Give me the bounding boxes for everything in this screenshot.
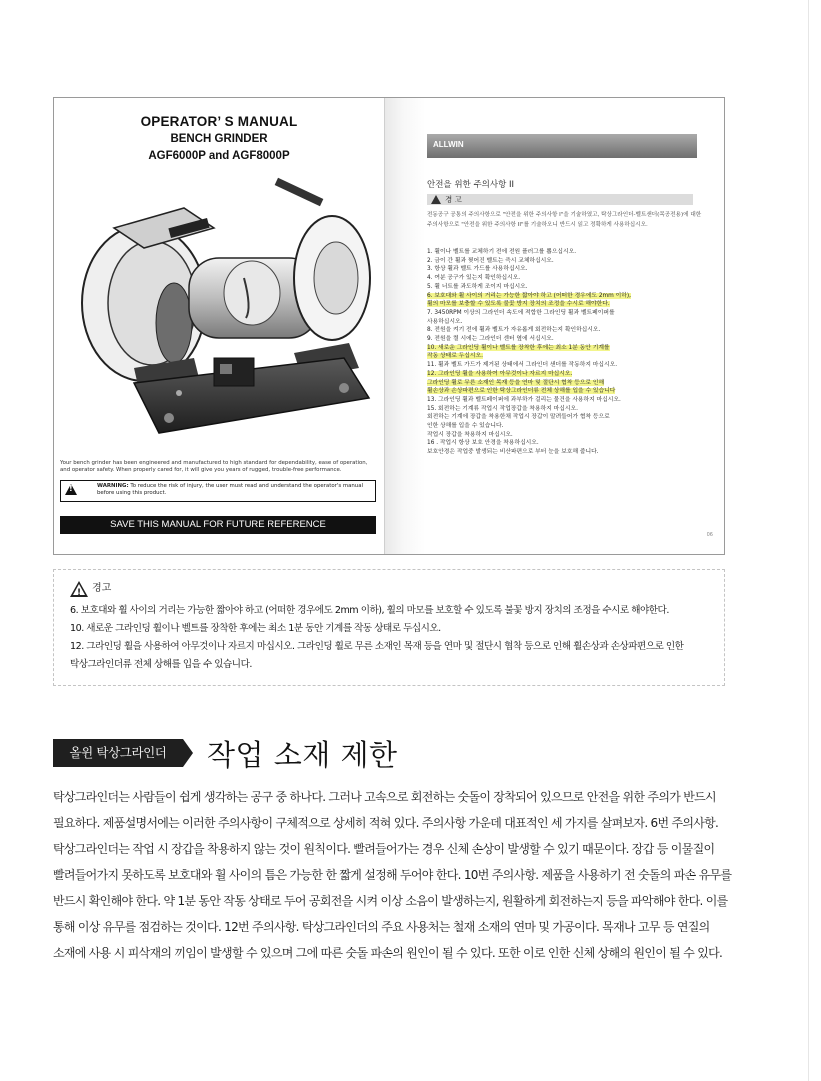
- manual-list-item-text: 8. 전원을 켜기 전에 휠과 벨트가 자유롭게 회전하는지 확인하십시오.: [427, 327, 601, 334]
- manual-list-item: [427, 396, 707, 405]
- manual-list-item-text: 10. 새로운 그라인딩 휠이나 벨트를 장착한 후에는 최소 1분 동안 기계를: [427, 344, 610, 351]
- manual-list-item-text: 사용하십시오.: [427, 318, 463, 325]
- manual-intro: 전동공구 공통의 주의사항으로 "안전을 위한 주의사항 I"을 기술하였고, 탁상그라인더-벨트샌더(목공전용)에 대한 주의사항으로 "안전을 위한 주의사항 II"를 기술하오니 반드시 읽고 정확하게 사용하십시오.: [427, 212, 702, 228]
- callout-line: 12. 그라인딩 휠을 사용하여 아무것이나 자르지 마십시오. 그라인딩 휠로 무른 소재인 목재 등을 연마 및 절단시 협착 등으로 인해 휠손상과 손상파편으로 인한: [70, 641, 684, 652]
- manual-list-item-text: 12. 그라인딩 휠을 사용하여 아무것이나 자르지 마십시오.: [427, 370, 573, 377]
- manual-list-item: [427, 265, 707, 274]
- manual-list-item: [427, 292, 707, 301]
- manual-list-item: [427, 439, 707, 448]
- manual-list-item-text: 2. 금이 간 휠과 찢어진 벨트는 즉시 교체하십시오.: [427, 257, 554, 264]
- manual-title: OPERATOR’ S MANUAL: [140, 114, 298, 129]
- manual-list-item: [427, 431, 707, 440]
- manual-warning-text: To reduce the risk of injury, the user must read and understand the operator's manual before using this product.: [97, 483, 364, 496]
- manual-warning-bar-label: 경 고: [445, 195, 462, 204]
- manual-safety-list: [427, 248, 707, 457]
- manual-list-item: [427, 257, 707, 266]
- manual-list-item-text: 3. 항상 휠과 벨트 가드를 사용하십시오.: [427, 266, 528, 273]
- body-line: 필요하다. 제품설명서에는 이러한 주의사항이 구체적으로 상세히 적혀 있다. 주의사항 가운데 대표적인 세 가지를 살펴보자. 6번 주의사항.: [53, 816, 719, 830]
- manual-list-item: [427, 248, 707, 257]
- manual-spread-image: [53, 97, 725, 555]
- manual-list-item: [427, 448, 707, 457]
- body-line: 빨려들어가지 못하도록 보호대와 휠 사이의 틈은 가능한 한 짧게 설정해 두어야 한다. 10번 주의사항. 제품을 사용하기 전 숫돌의 파손 유무를: [53, 868, 732, 882]
- manual-list-item: [427, 344, 707, 353]
- manual-list-item-text: 15. 회전하는 기계류 작업시 작업장갑을 착용하지 마십시오.: [427, 405, 578, 412]
- manual-list-item: [427, 361, 707, 370]
- manual-list-item-text: 휠의 마모를 보충할 수 있도록 불꽃 방지 장치의 조정을 수시로 해야한다.: [427, 301, 610, 308]
- manual-list-item-text: 9. 전원을 켤 시에는 그라인더 센터 옆에 서십시오.: [427, 336, 554, 343]
- manual-list-item-text: 1. 휠이나 벨트를 교체하기 전에 전원 플러그를 뽑으십시오.: [427, 249, 577, 255]
- manual-list-item: [427, 413, 707, 422]
- manual-list-item: [427, 352, 707, 361]
- manual-list-item-text: 작동 상태로 두십시오.: [427, 353, 483, 360]
- manual-list-item-text: 6. 보호대와 휠 사이의 거리는 가능한 짧아야 하고 (어떠한 경우에도 2mm 이하),: [427, 292, 631, 299]
- callout-lines: [70, 602, 720, 674]
- manual-list-item: [427, 387, 707, 396]
- manual-list-item-text: 휠손상과 손상파편으로 인한 탁상그라인더류 전체 상해를 입을 수 있습니다: [427, 388, 616, 395]
- section-tag-label: 올윈 탁상그라인더: [53, 739, 183, 767]
- manual-list-item-text: 11. 휠과 벨트 가드가 제거된 상태에서 그라인더 샌더를 작동하지 마십시오.: [427, 362, 618, 369]
- manual-list-item: [427, 318, 707, 327]
- manual-list-item-text: 작업시 장갑을 착용하지 마십시오.: [427, 431, 513, 438]
- manual-brand-bar: [427, 134, 697, 158]
- callout-line: 탁상그라인더류 전체 상해를 입을 수 있습니다.: [70, 659, 252, 670]
- manual-list-item-text: 13. 그라인딩 휠과 벨트페이퍼에 과부하가 걸리는 물건을 사용하지 마십시오.: [427, 396, 621, 403]
- warning-callout: [53, 569, 725, 686]
- manual-list-item-text: 회전하는 기계에 장갑을 착용한채 작업시 장갑이 말려들어가 협착 등으로: [427, 414, 610, 421]
- manual-list-item-text: 16 . 작업시 항상 보호 안경을 착용하십시오.: [427, 440, 539, 447]
- brand-logo: ALLWIN: [433, 140, 464, 149]
- manual-list-item-text: 5. 휠 너트를 과도하게 조이지 마십시오.: [427, 283, 528, 290]
- manual-list-item: [427, 379, 707, 388]
- body-line: 반드시 확인해야 한다. 약 1분 동안 작동 상태로 두어 공회전을 시켜 이상 소음이 발생하는지, 원활하게 회전하는지 등을 파악해야 한다. 이를: [53, 894, 728, 908]
- manual-list-item: [427, 405, 707, 414]
- manual-right-page: [385, 98, 725, 554]
- manual-list-item-text: 보호안경은 작업중 발생되는 비산파편으로 부터 눈을 보호해 줍니다.: [427, 449, 599, 456]
- manual-list-item: [427, 274, 707, 283]
- manual-warning-label: WARNING:: [97, 483, 129, 489]
- bench-grinder-illustration: [74, 168, 374, 458]
- manual-subtitle: BENCH GRINDER: [170, 133, 268, 145]
- warning-triangle-icon: [431, 195, 441, 204]
- manual-warning-bar: [427, 194, 693, 205]
- callout-line: 6. 보호대와 휠 사이의 거리는 가능한 짧아야 하고 (어떠한 경우에도 2mm 이하), 휠의 마모를 보호할 수 있도록 불꽃 방지 장치의 조정을 수시로 해야한다.: [70, 605, 669, 616]
- manual-warning-box: [60, 480, 376, 502]
- callout-label: 경고: [92, 583, 112, 594]
- article-body: [53, 784, 732, 966]
- manual-list-item: [427, 283, 707, 292]
- body-line: 탁상그라인더는 사람들이 쉽게 생각하는 공구 중 하나다. 그러나 고속으로 회전하는 숫돌이 장착되어 있으므로 안전을 위한 주의가 반드시: [53, 790, 716, 804]
- manual-models: AGF6000P and AGF8000P: [148, 150, 290, 162]
- manual-save-banner: SAVE THIS MANUAL FOR FUTURE REFERENCE: [60, 516, 376, 534]
- manual-list-item: [427, 422, 707, 431]
- manual-list-item: [427, 335, 707, 344]
- section-title: 작업 소재 제한: [207, 738, 398, 772]
- manual-page-number: 06: [706, 532, 713, 538]
- callout-line: 10. 새로운 그라인딩 휠이나 벨트를 장착한 후에는 최소 1분 동안 기계를 작동 상태로 두십시오.: [70, 623, 441, 634]
- body-line: 탁상그라인더는 작업 시 장갑을 착용하지 않는 것이 원칙이다. 빨려들어가는 경우 신체 손상이 발생할 수 있기 때문이다. 장갑 등 이물질이: [53, 842, 715, 856]
- warning-triangle-icon: [70, 581, 88, 597]
- manual-list-item: [427, 370, 707, 379]
- body-line: 소재에 사용 시 피삭재의 끼임이 발생할 수 있으며 그에 따른 숫돌 파손의 원인이 될 수 있다. 또한 이로 인한 신체 상해의 원인이 될 수 있다.: [53, 946, 723, 960]
- manual-list-item-text: 4. 여분 공구가 있는지 확인하십시오.: [427, 275, 521, 282]
- manual-list-item: [427, 326, 707, 335]
- manual-list-item: [427, 309, 707, 318]
- manual-list-item-text: 인한 상해를 입을 수 있습니다.: [427, 423, 504, 430]
- body-line: 통해 이상 유무를 점검하는 것이다. 12번 주의사항. 탁상그라인더의 주요 사용처는 철재 소재의 연마 및 가공이다. 목재나 고무 등 연질의: [53, 920, 710, 934]
- section-tag: [53, 739, 193, 767]
- manual-note: Your bench grinder has been engineered and manufactured to high standard for dependability, ease of operation, and operator safety. When properly cared for, it will give you years of rugged, trouble-free performance.: [60, 460, 368, 473]
- manual-left-page: [54, 98, 384, 554]
- page-edge-line: [808, 0, 809, 1081]
- manual-list-item-text: 그라인딩 휠로 무른 소재인 목재 등을 연마 및 절단시 협착 등으로 인해: [427, 379, 605, 386]
- manual-list-item-text: 7. 3450RPM 이상의 그라인더 속도에 적합한 그라인딩 휠과 벨트페이퍼를: [427, 309, 615, 316]
- manual-safety-heading: 안전을 위한 주의사항 II: [427, 180, 515, 190]
- section-tag-arrow: [183, 739, 193, 767]
- warning-triangle-icon: [65, 484, 77, 495]
- manual-list-item: [427, 300, 707, 309]
